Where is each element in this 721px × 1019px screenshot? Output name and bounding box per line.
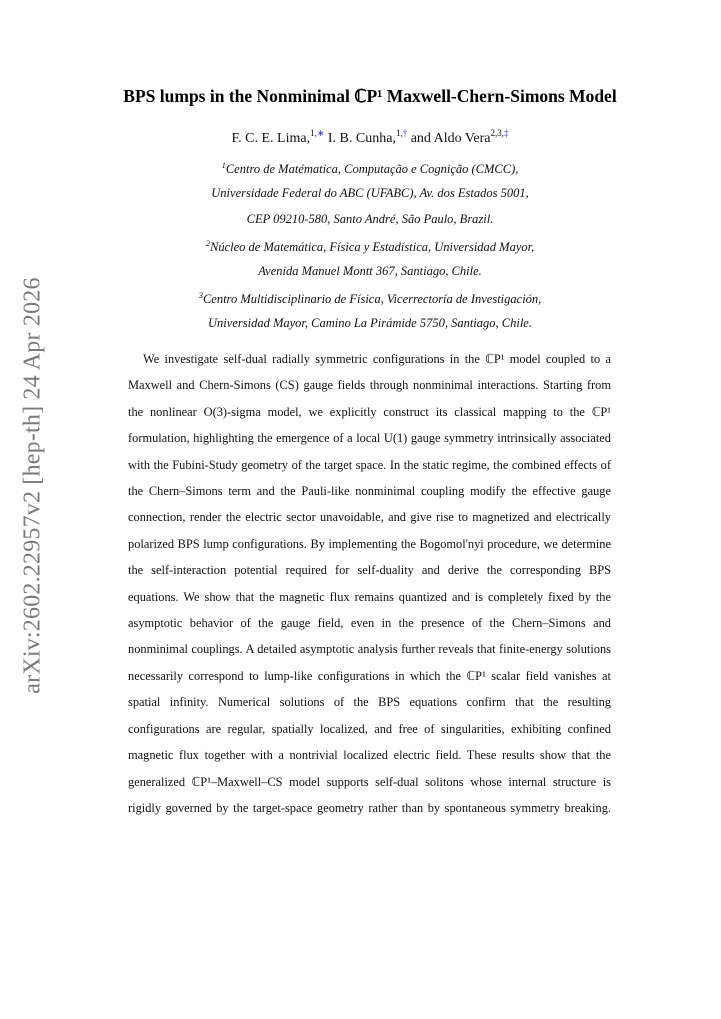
paper-title: BPS lumps in the Nonminimal ℂP¹ Maxwell-Chern-Simons Model [123, 86, 617, 106]
arxiv-identifier: arXiv:2602.22957v2 [hep-th] 24 Apr 2026 [19, 276, 46, 694]
author-list [60, 128, 680, 147]
affiliation-line: $^2$Núcleo de Matemática, Física y Estadística, Universidad Mayor, [205, 238, 535, 254]
footnote-link[interactable]: ‡ [504, 128, 509, 138]
affiliation-line: $^3$Centro Multidisciplinario de Física, Vicerrectoría de Investigación, [198, 290, 542, 306]
affiliation-line: Avenida Manuel Montt 367, Santiago, Chile. [258, 264, 482, 278]
footnote-link[interactable]: † [402, 128, 408, 138]
author-name: and Aldo Vera [407, 131, 491, 146]
affiliation-line: CEP 09210-580, Santo André, São Paulo, Brazil. [246, 212, 494, 226]
abstract-paragraph: We investigate self-dual radially symmetric configurations in the ℂP¹ model coupled to a Maxwell and Chern-Simons (CS) gauge fields through nonminimal interactions. Starting from the nonlinear O(3)-sigma model, we explicitly construct its classical mapping to the ℂP¹ formulation, highlighting the emergence of a local U(1) gauge symmetry intrinsically associated with the Fubini-Study geometry of the target space. In the static regime, the combined effects of the Chern–Simons term and the Pauli-like nonminimal coupling modify the effective gauge connection, render the electric sector unavoidable, and give rise to magnetized and electrically polarized BPS lump configurations. By implementing the Bogomol'nyi procedure, we determine the self-interaction potential required for self-duality and derive the corresponding BPS equations. We show that the magnetic flux remains quantized and is completely fixed by the asymptotic behavior of the gauge field, even in the presence of the Chern–Simons and nonminimal couplings. A detailed asymptotic analysis further reveals that finite-energy solutions necessarily correspond to lump-like configurations in which the ℂP¹ scalar field vanishes at spatial infinity. Numerical solutions of the BPS equations confirm that the resulting configurations are regular, spatially localized, and free of singularities, exhibiting confined magnetic flux together with a nontrivial localized electric field. These results show that the generalized ℂP¹–Maxwell–CS model supports self-dual solitons whose internal structure is rigidly governed by the target-space geometry rather than by spontaneous symmetry breaking. [128, 352, 611, 815]
author-name: F. C. E. Lima, [231, 131, 311, 146]
footnote-link[interactable]: ∗ [316, 128, 325, 138]
affiliation-line: Universidade Federal do ABC (UFABC), Av. dos Estados 5001, [211, 186, 529, 200]
abstract [128, 346, 611, 848]
author-affiliation-marks: 1,† [395, 128, 408, 138]
author-name: I. B. Cunha, [324, 131, 396, 146]
affiliation-line: $^1$Centro de Matématica, Computação e Cognição (CMCC), [221, 160, 519, 176]
author-affiliation-marks: 1,∗ [310, 128, 325, 138]
author-affiliation-marks: 2,3,‡ [490, 128, 509, 138]
arxiv-margin-stamp [10, 276, 56, 694]
affiliation-line: Universidad Mayor, Camino La Pirámide 5750, Santiago, Chile. [208, 316, 532, 330]
